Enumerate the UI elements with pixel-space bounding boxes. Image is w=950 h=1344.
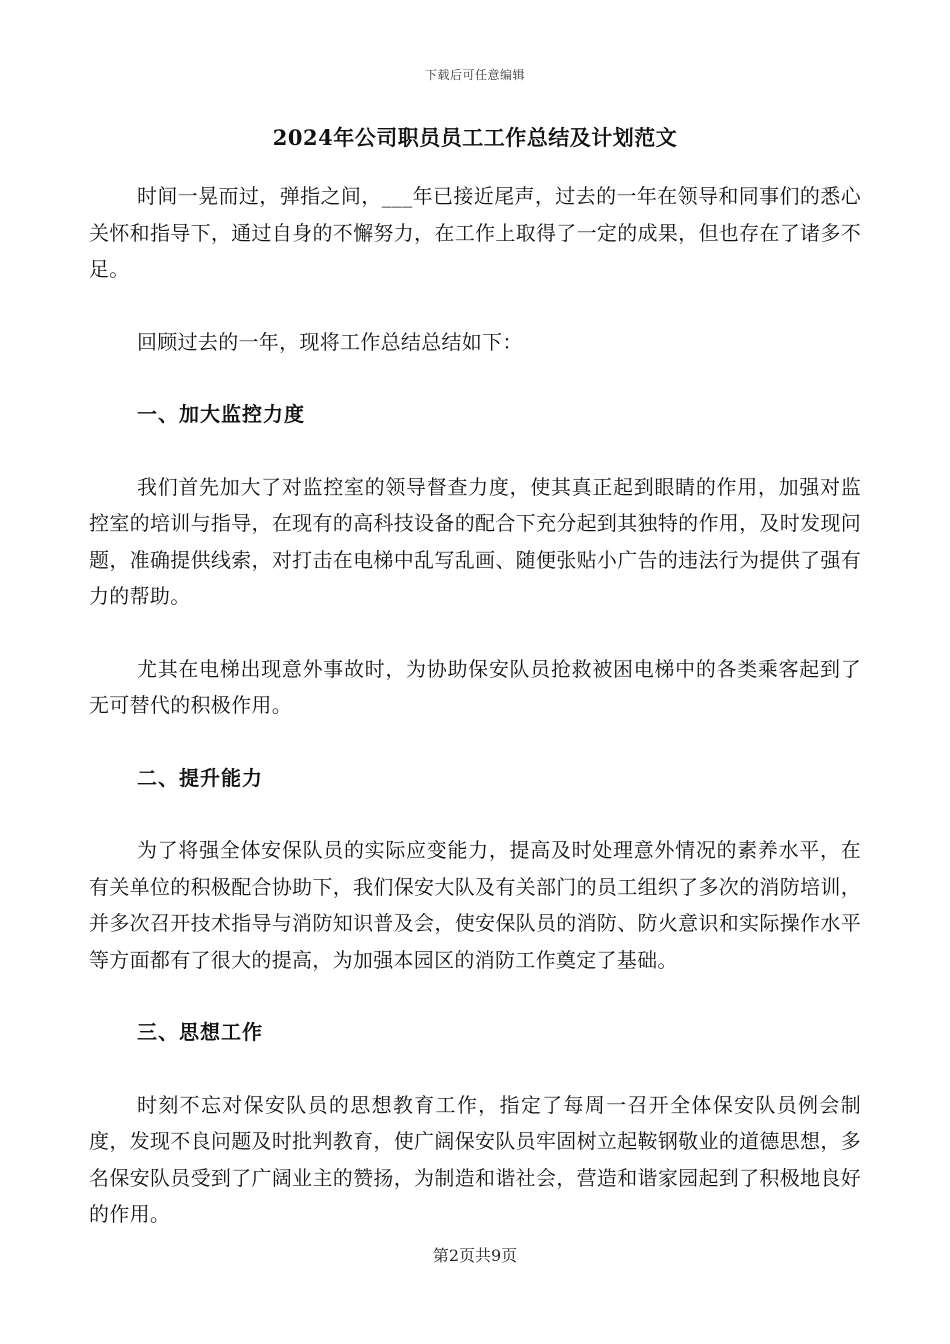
page-header: 下载后可任意编辑	[424, 68, 525, 82]
section-paragraph: 尤其在电梯出现意外事故时，为协助保安队员抢救被困电梯中的各类乘客起到了无可替代的积极作用。	[89, 656, 861, 717]
section-paragraph: 时刻不忘对保安队员的思想教育工作，指定了每周一召开全体保安队员例会制度，发现不良问题及时批判教育，使广阔保安队员牢固树立起鞍钢敬业的道德思想，多名保安队员受到了广阔业主的赞扬，为制造和谐社会，营造和谐家园起到了积极地良好的作用。	[89, 1092, 861, 1226]
section-heading-monitoring: 一、加大监控力度	[137, 402, 305, 426]
page-number-footer: 第2页共9页	[432, 1246, 518, 1265]
section-heading-capability: 二、提升能力	[137, 765, 263, 790]
document-body	[89, 178, 861, 1233]
document-title: 2024年公司职员员工工作总结及计划范文	[272, 125, 678, 150]
section-paragraph: 为了将强全体安保队员的实际应变能力，提高及时处理意外情况的素养水平，在有关单位的积极配合协助下，我们保安大队及有关部门的员工组织了多次的消防培训，并多次召开技术指导与消防知识普及会，使安保队员的消防、防火意识和实际操作水平等方面都有了很大的提高，为加强本园区的消防工作奠定了基础。	[89, 838, 861, 972]
summary-lead-paragraph: 回顾过去的一年，现将工作总结总结如下：	[137, 329, 523, 354]
section-heading-ideology: 三、思想工作	[137, 1020, 263, 1044]
section-paragraph: 我们首先加大了对监控室的领导督查力度，使其真正起到眼睛的作用，加强对监控室的培训与指导，在现有的高科技设备的配合下充分起到其独特的作用，及时发现问题，准确提供线索，对打击在电梯中乱写乱画、随便张贴小广告的违法行为提供了强有力的帮助。	[89, 474, 861, 608]
intro-paragraph: 时间一晃而过，弹指之间，___年已接近尾声，过去的一年在领导和同事们的悉心关怀和指导下，通过自身的不懈努力，在工作上取得了一定的成果，但也存在了诸多不足。	[89, 184, 861, 281]
